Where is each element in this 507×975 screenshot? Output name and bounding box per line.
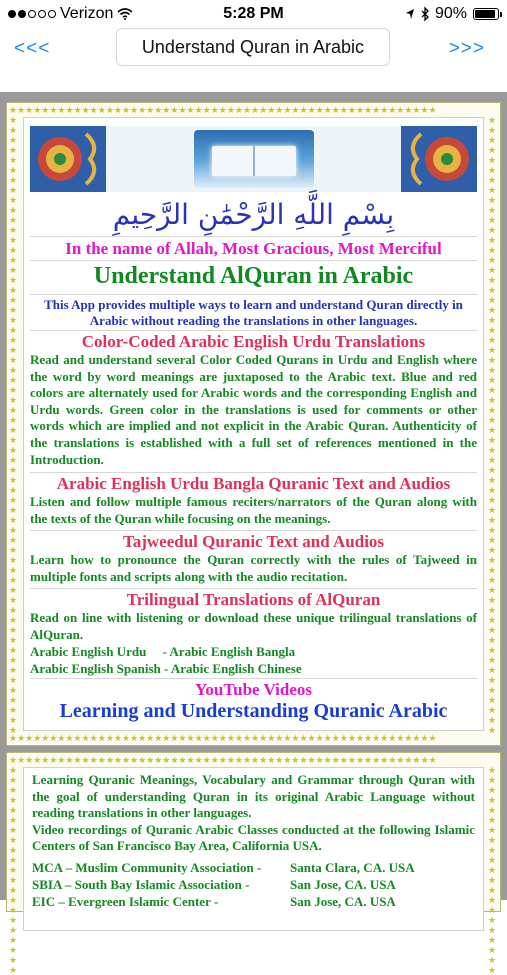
section-heading[interactable]: Tajweedul Quranic Text and Audios <box>122 532 385 551</box>
battery-percent: 90% <box>434 5 467 22</box>
center-row[interactable]: EIC – Evergreen Islamic Center - San Jose, CA. USA <box>32 893 396 909</box>
section-body: Learn how to pronounce the Quran correctly with the rules of Tajweed in multiple fonts and scripts along with the audio recitation. <box>30 552 477 584</box>
floral-ornament-left <box>30 126 106 192</box>
center-row[interactable]: SBIA – South Bay Islamic Association - San Jose, CA. USA <box>32 876 396 892</box>
bluetooth-icon <box>421 7 429 21</box>
videos-description: Learning Quranic Meanings, Vocabulary and Grammar through Quran with the goal of understanding Quran in its original Arabic Language without reading translations in other languages. <box>32 772 475 821</box>
battery-icon <box>473 8 499 20</box>
basmala-translation: In the name of Allah, Most Gracious, Most Merciful <box>65 239 442 258</box>
center-row[interactable]: MCA – Muslim Community Association - Santa Clara, CA. USA <box>32 859 415 875</box>
clock: 5:28 PM <box>223 5 284 22</box>
youtube-heading: YouTube Videos <box>194 680 312 699</box>
youtube-link[interactable]: Learning and Understanding Quranic Arabic <box>59 700 448 722</box>
previous-page-button[interactable]: <<< <box>14 38 51 59</box>
star-border-left: ★★★★★★★★★★★★★★★★★★★★★ <box>9 765 18 975</box>
quran-banner-image <box>30 126 477 192</box>
intro-content <box>23 117 484 731</box>
section-trilingual <box>30 588 477 677</box>
intro-panel <box>6 102 501 746</box>
videos-content <box>23 767 484 931</box>
section-heading[interactable]: Trilingual Translations of AlQuran <box>126 590 381 609</box>
star-border-left: ★★★★★★★★★★★★★★★★★★★★★★★★★★★★★★★★★★★★★★★★★★★★★★★★★★★★★★★★★★★★★★ <box>9 115 18 735</box>
next-page-button[interactable]: >>> <box>448 38 485 59</box>
videos-locations-intro: Video recordings of Quranic Arabic Classes conducted at the following Islamic Centers of San Francisco Bay Area, California USA. <box>32 821 475 854</box>
title-section <box>30 260 477 290</box>
section-body: Read on line with listening or download these unique trilingual translations of AlQuran. <box>30 610 477 642</box>
videos-panel <box>6 752 501 975</box>
trilingual-link-line[interactable]: Arabic English Urdu - Arabic English Bangla <box>30 644 296 660</box>
web-content[interactable] <box>0 92 507 975</box>
star-border-top: ★★★★★★★★★★★★★★★★★★★★★★★★★★★★★★★★★★★★★★★★★★★★★★★★★★★★★ <box>9 105 437 115</box>
section-heading[interactable]: Arabic English Urdu Bangla Quranic Text and Audios <box>56 474 451 493</box>
location-arrow-icon <box>405 8 415 20</box>
status-right-group <box>405 5 499 23</box>
intro-text: This App provides multiple ways to learn and understand Quran directly in Arabic without reading the translations in other languages. <box>44 297 463 328</box>
main-title: Understand AlQuran in Arabic <box>93 263 414 289</box>
translation-section <box>30 236 477 259</box>
youtube-section <box>30 678 477 723</box>
carrier-label: Verizon <box>60 5 114 22</box>
trilingual-link-line[interactable]: Arabic English Spanish - Arabic English Chinese <box>30 661 302 677</box>
section-body: Listen and follow multiple famous reciters/narrators of the Quran along with the texts of the Quran while focusing on the meanings. <box>30 494 477 526</box>
section-quranic-audios <box>30 472 477 527</box>
page-title: Understand Quran in Arabic <box>116 28 390 66</box>
star-border-right: ★★★★★★★★★★★★★★★★★★★★★ <box>488 765 497 975</box>
star-border-bottom: ★★★★★★★★★★★★★★★★★★★★★★★★★★★★★★★★★★★★★★★★★★★★★★★★★★★★★ <box>9 733 437 743</box>
basmala-arabic: بِسْمِ اللَّهِ الرَّحْمَٰنِ الرَّحِيمِ <box>112 198 395 231</box>
open-quran-image <box>194 130 314 188</box>
star-border-right: ★★★★★★★★★★★★★★★★★★★★★★★★★★★★★★★★★★★★★★★★★★★★★★★★★★★★★★★★★★★★★★ <box>488 115 497 735</box>
status-bar <box>0 0 507 28</box>
section-color-coded <box>30 330 477 468</box>
intro-section <box>30 294 477 329</box>
centers-list <box>32 859 475 910</box>
floral-ornament-right <box>401 126 477 192</box>
navigation-bar <box>0 28 507 72</box>
section-tajweed <box>30 530 477 585</box>
star-border-top: ★★★★★★★★★★★★★★★★★★★★★★★★★★★★★★★★★★★★★★★★★★★★★★★★★★★★★ <box>9 755 437 765</box>
section-body: Read and understand several Color Coded Qurans in Urdu and English where the word by word meanings are juxtaposed to the Arabic text. Blue and red colors are alternately used for Arabic words and the corresponding English and Urdu words. Green color in the translations is used for comments or other words which are implied and not explicit in the Arabic Quran. Authenticity of the translations is established with a full set of references mentioned in the Introduction. <box>30 352 477 467</box>
section-heading[interactable]: Color-Coded Arabic English Urdu Translations <box>81 332 426 351</box>
